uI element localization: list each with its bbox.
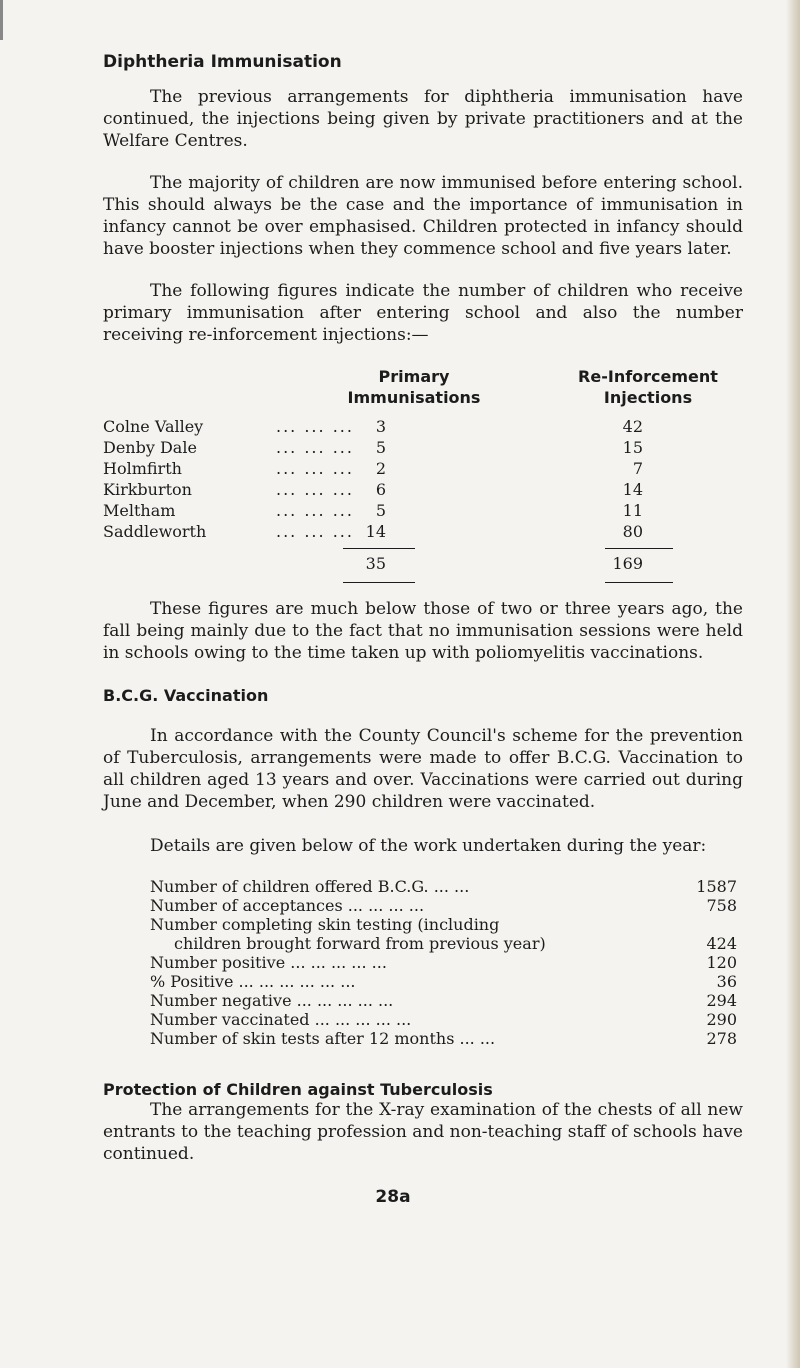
paragraph-bcg-details-intro: Details are given below of the work undertaken during the year: [150,836,707,856]
reinforcement-value: 14 [622,480,643,499]
total-primary: 35 [365,554,386,573]
scan-page-shadow [786,0,800,1368]
district-name: Meltham [103,501,176,520]
paragraph-infancy-immunisation: The majority of children are now immunised before entering school. This should always be the case and the importance of immunisation in infancy cannot be over emphasised. Children protected in infancy should have booster injections when they commence school and five years later. [103,173,743,259]
scan-edge-mark [0,0,3,40]
district-name: Colne Valley [103,417,204,436]
table-row [103,437,723,458]
table-row [103,416,723,437]
primary-value: 5 [375,438,386,457]
list-item: Number of skin tests after 12 months ... ... 278 [150,1029,737,1048]
paragraph-diphtheria-arrangements: The previous arrangements for diphtheria immunisation have continued, the injections being given by private practitioners and at the Welfare Centres. [103,87,743,151]
immunisation-table [103,366,743,666]
district-name: Holmfirth [103,459,182,478]
column-header-reinforcement: Re-Inforcement Injections [578,367,718,407]
document-page [103,52,743,1207]
paragraph-bcg-scheme: In accordance with the County Council's scheme for the prevention of Tuberculosis, arrangements were made to offer B.C.G. Vaccination to all children aged 13 years and over. Vaccinations were carried out during June and December, when 290 children were vaccinated. [103,726,743,812]
total-rule-bottom-reinforcement [605,582,673,583]
leader-dots: ... ... ... [276,480,354,499]
leader-dots: ... ... ... [276,417,354,436]
column-header-primary: Primary Immunisations [347,367,481,407]
table-total-row [103,553,723,574]
page-number: 28a [375,1187,411,1207]
total-rule-top-reinforcement [605,548,673,549]
district-name: Saddleworth [103,522,207,541]
table-row [103,500,723,521]
primary-value: 3 [375,417,386,436]
list-item: Number vaccinated ... ... ... ... ... 290 [150,1010,737,1029]
table-row [103,479,723,500]
primary-value: 6 [375,480,386,499]
section-heading-protection: Protection of Children against Tuberculosis [103,1080,493,1099]
total-reinforcement: 169 [612,554,643,573]
primary-value: 5 [375,501,386,520]
district-name: Kirkburton [103,480,192,499]
reinforcement-value: 80 [622,522,643,541]
table-row [103,458,723,479]
reinforcement-value: 15 [622,438,643,457]
paragraph-figures-intro: The following figures indicate the number of children who receive primary immunisation after entering school and also the number receiving re-inforcement injections:— [103,281,743,345]
list-item: Number of acceptances ... ... ... ... 758 [150,896,737,915]
leader-dots: ... ... ... [276,438,354,457]
bcg-statistics-list [150,877,737,1048]
list-item: Number of children offered B.C.G. ... ... 1587 [150,877,737,896]
primary-value: 2 [375,459,386,478]
paragraph-figures-commentary: These figures are much below those of two or three years ago, the fall being mainly due to the fact that no immunisation sessions were held in schools owing to the time taken up with poliomyelitis vaccinations. [103,599,743,663]
list-item: % Positive ... ... ... ... ... ... 36 [150,972,737,991]
paragraph-xray-arrangements: The arrangements for the X-ray examination of the chests of all new entrants to the teaching profession and non-teaching staff of schools have continued. [103,1100,743,1164]
reinforcement-value: 7 [632,459,643,478]
total-rule-top-primary [343,548,415,549]
list-item: Number positive ... ... ... ... ... 120 [150,953,737,972]
table-row [103,521,723,542]
leader-dots: ... ... ... [276,522,354,541]
leader-dots: ... ... ... [276,501,354,520]
section-heading-bcg: B.C.G. Vaccination [103,686,269,705]
list-item: Number negative ... ... ... ... ... 294 [150,991,737,1010]
reinforcement-value: 42 [622,417,643,436]
district-name: Denby Dale [103,438,197,457]
primary-value: 14 [365,522,386,541]
total-rule-bottom-primary [343,582,415,583]
leader-dots: ... ... ... [276,459,354,478]
list-item: Number completing skin testing (including children brought forward from previous year) 424 [150,915,737,953]
reinforcement-value: 11 [622,501,643,520]
section-heading-diphtheria: Diphtheria Immunisation [103,52,342,72]
